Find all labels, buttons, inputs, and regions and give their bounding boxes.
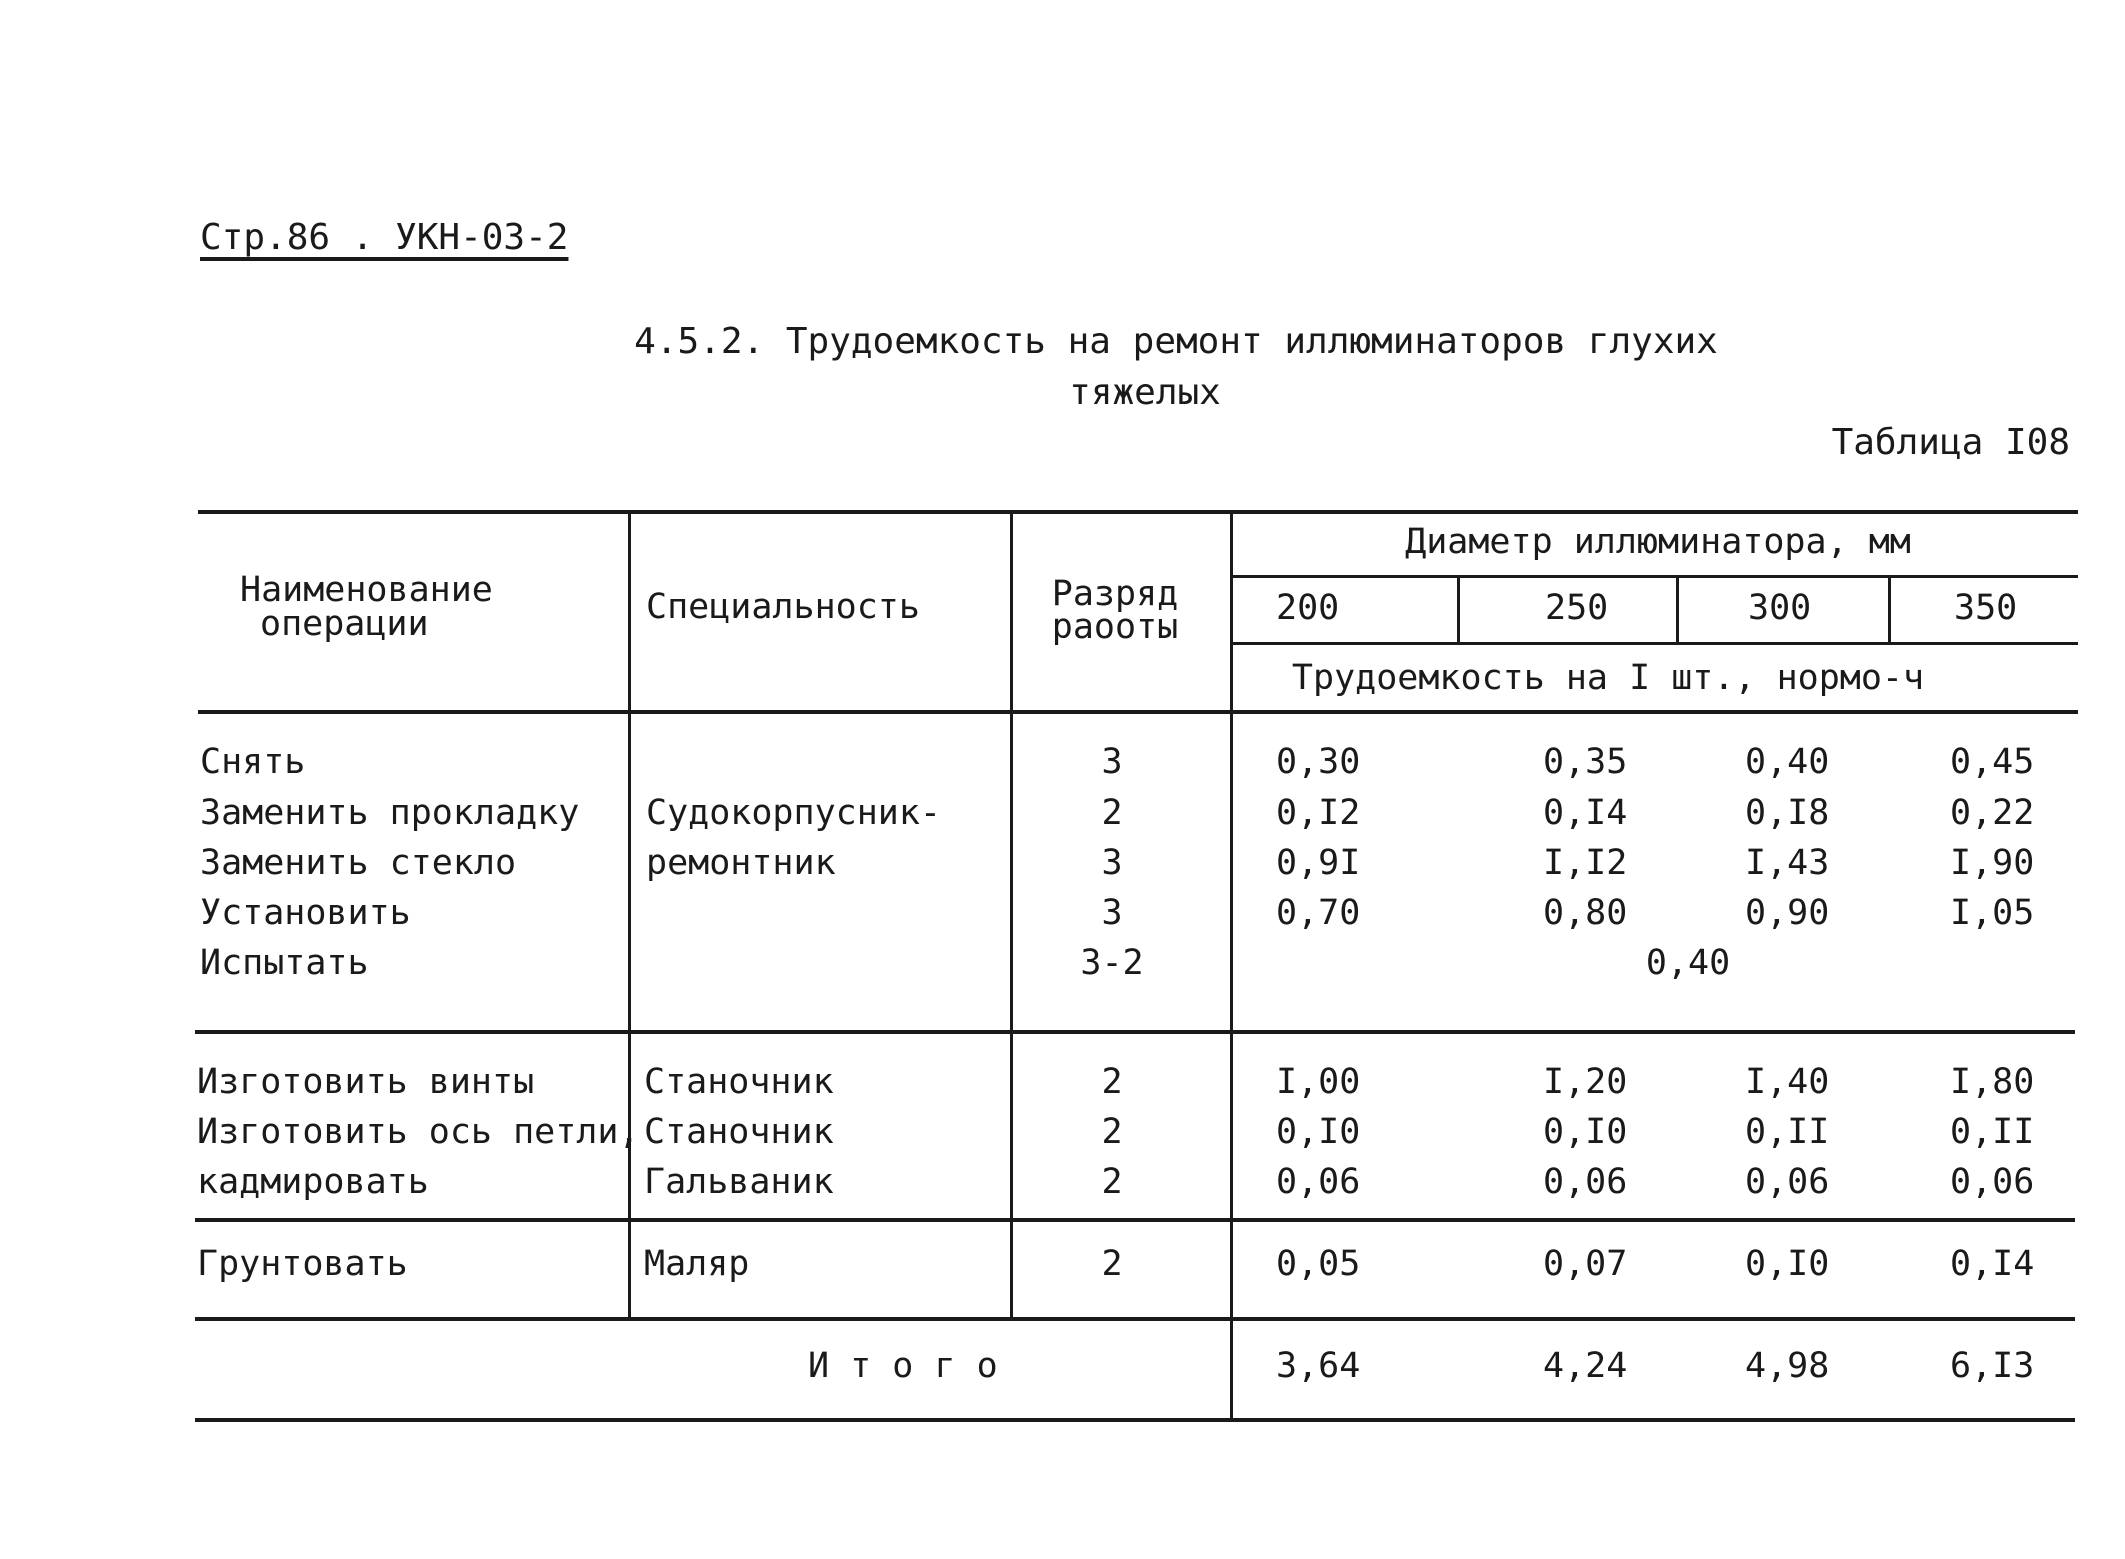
col-divider-specialty (1010, 510, 1013, 1318)
value-cell-200: 0,30 (1276, 742, 1361, 782)
group1-bottom-border (195, 1030, 2075, 1034)
specialty-cell: ремонтник (646, 843, 836, 883)
operation-cell: Грунтовать (197, 1244, 408, 1284)
group2-bottom-border (195, 1218, 2075, 1222)
value-cell-200: 0,9I (1276, 843, 1361, 883)
value-cell-300: 0,I0 (1745, 1244, 1830, 1284)
col-divider-250 (1676, 576, 1679, 643)
specialty-cell: Станочник (644, 1062, 834, 1102)
value-cell-250: 0,35 (1543, 742, 1628, 782)
grade-cell: 3-2 (1080, 943, 1144, 983)
operation-cell: Установить (200, 893, 411, 933)
operation-cell: Снять (200, 742, 306, 782)
operation-cell: Заменить прокладку (200, 793, 580, 833)
value-cell-300: 0,I8 (1745, 793, 1830, 833)
value-cell-350: I,05 (1950, 893, 2035, 933)
specialty-cell: Гальваник (644, 1162, 834, 1202)
operation-cell: Заменить стекло (200, 843, 517, 883)
col-divider-200 (1457, 576, 1460, 643)
section-title-line2: тяжелых (1069, 372, 1221, 413)
table-number: Таблица I08 (1831, 422, 2070, 463)
operation-cell: Изготовить ось петли, (197, 1112, 640, 1152)
header-diameter-350: 350 (1954, 588, 2018, 628)
header-grade-line1: Разряд (1051, 574, 1179, 614)
value-cell-250: 0,80 (1543, 893, 1628, 933)
value-cell-350: 0,45 (1950, 742, 2035, 782)
value-cell-250: 0,06 (1543, 1162, 1628, 1202)
grade-cell: 3 (1101, 893, 1123, 933)
test-value-cell: 0,40 (1645, 943, 1731, 983)
grade-cell: 3 (1101, 843, 1123, 883)
specialty-cell: Маляр (644, 1244, 750, 1284)
grade-cell: 2 (1101, 1162, 1123, 1202)
value-cell-300: 0,90 (1745, 893, 1830, 933)
grade-cell: 2 (1101, 1244, 1123, 1284)
value-cell-200: 0,I0 (1276, 1112, 1361, 1152)
header-diameter: Диаметр иллюминатора, мм (1405, 522, 1911, 562)
value-cell-200: 0,06 (1276, 1162, 1361, 1202)
grade-cell: 3 (1101, 742, 1123, 782)
diameter-header-border (1232, 575, 2078, 578)
value-cell-200: 0,70 (1276, 893, 1361, 933)
header-labor: Трудоемкость на I шт., нормо-ч (1291, 658, 1925, 698)
value-cell-200: 0,05 (1276, 1244, 1361, 1284)
table-top-border (198, 510, 2078, 514)
value-cell-300: 0,06 (1745, 1162, 1830, 1202)
section-title-line1: 4.5.2. Трудоемкость на ремонт иллюминаторов глухих (634, 321, 1718, 362)
header-bottom-border (198, 710, 2078, 714)
value-cell-300: 0,40 (1745, 742, 1830, 782)
value-cell-350: I,80 (1950, 1062, 2035, 1102)
col-divider-300 (1888, 576, 1891, 643)
grade-cell: 2 (1101, 1062, 1123, 1102)
total-label: И т о г о (808, 1346, 998, 1386)
operation-cell: Изготовить винты (197, 1062, 535, 1102)
value-cell-250: I,I2 (1543, 843, 1628, 883)
grade-cell: 2 (1101, 1112, 1123, 1152)
table-bottom-border (195, 1418, 2075, 1422)
value-cell-250: 0,I0 (1543, 1112, 1628, 1152)
specialty-cell: Станочник (644, 1112, 834, 1152)
diameters-border (1232, 642, 2078, 645)
header-diameter-300: 300 (1748, 588, 1812, 628)
operation-cell: кадмировать (197, 1162, 429, 1202)
header-specialty: Специальность (646, 587, 920, 627)
value-cell-250: 0,07 (1543, 1244, 1628, 1284)
group3-bottom-border (195, 1317, 2075, 1321)
page-reference: Стр.86 . УКН-03-2 (200, 217, 569, 258)
header-operation-line1: Наименование (240, 570, 493, 610)
value-cell-350: I,90 (1950, 843, 2035, 883)
total-cell-300: 4,98 (1745, 1346, 1830, 1386)
header-operation-line2: операции (260, 604, 429, 644)
value-cell-250: I,20 (1543, 1062, 1628, 1102)
value-cell-300: I,40 (1745, 1062, 1830, 1102)
specialty-cell: Судокорпусник- (646, 793, 942, 833)
value-cell-300: 0,II (1745, 1112, 1830, 1152)
header-grade-line2: раоoты (1051, 607, 1179, 647)
value-cell-350: 0,22 (1950, 793, 2035, 833)
value-cell-200: I,00 (1276, 1062, 1361, 1102)
col-divider-grade (1230, 510, 1233, 1420)
value-cell-350: 0,I4 (1950, 1244, 2035, 1284)
total-cell-250: 4,24 (1543, 1346, 1628, 1386)
grade-cell: 2 (1101, 793, 1123, 833)
col-divider-operation (628, 510, 631, 1318)
operation-cell: Испытать (200, 943, 369, 983)
value-cell-300: I,43 (1745, 843, 1830, 883)
value-cell-350: 0,06 (1950, 1162, 2035, 1202)
value-cell-250: 0,I4 (1543, 793, 1628, 833)
header-diameter-200: 200 (1276, 588, 1340, 628)
header-diameter-250: 250 (1545, 588, 1609, 628)
total-cell-200: 3,64 (1276, 1346, 1361, 1386)
value-cell-200: 0,I2 (1276, 793, 1361, 833)
total-cell-350: 6,I3 (1950, 1346, 2035, 1386)
value-cell-350: 0,II (1950, 1112, 2035, 1152)
